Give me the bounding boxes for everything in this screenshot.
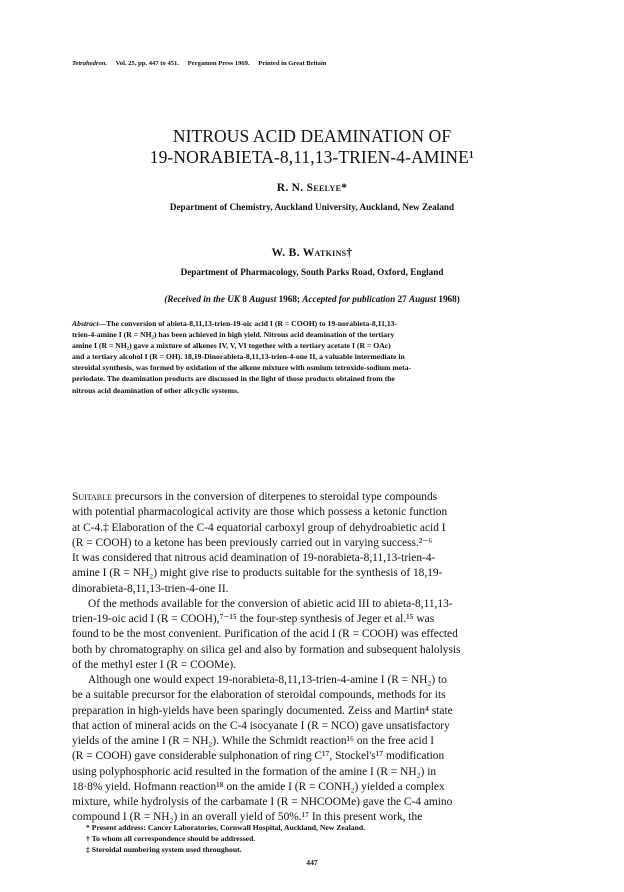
received-month: August — [249, 294, 277, 304]
page-number: 447 — [306, 858, 318, 867]
body-line: trien-19-oic acid I (R = COOH),⁷⁻¹⁵ the four-step synthesis of Jeger et al.¹⁵ was — [72, 613, 435, 625]
abstract-line: trien-4-amine I (R = NH₂) has been achieved in high yield. Nitrous acid deamination of the tertiary — [72, 330, 395, 340]
abstract-label: Abstract — [72, 319, 99, 328]
journal-header — [72, 60, 326, 67]
body-line — [72, 490, 552, 505]
body-line: yields of the amine I (R = NH₂). While the Schmidt reaction¹⁶ on the free acid I — [72, 735, 435, 747]
abstract-line: nitrous acid deamination of other alicyclic systems. — [72, 385, 239, 395]
journal-printed: Printed in Great Britain — [258, 60, 327, 67]
received-dates — [0, 294, 624, 304]
body-line: 18·8% yield. Hofmann reaction¹⁸ on the amide I (R = CONH₂) yielded a complex — [72, 780, 445, 793]
paper-title — [0, 126, 624, 168]
body-line: amine I (R = NH₂) might give rise to products suitable for the synthesis of 18,19- — [72, 567, 443, 580]
lead-word: Suitable — [72, 491, 112, 503]
body-line: both by chromatography on silica gel and also by formation and subsequent halolysis — [72, 643, 461, 656]
title-line-2: 19-NORABIETA-8,11,13-TRIEN-4-AMINE¹ — [149, 147, 475, 167]
body-line: Of the methods available for the conversion of abietic acid III to abieta-8,11,13- — [88, 597, 453, 610]
abstract-text: —The conversion of abieta-8,11,13-trien-19-oic acid I (R = COOH) to 19-norabieta-8,11,13- — [98, 319, 398, 328]
body-line: using polyphosphoric acid resulted in the formation of the amine I (R = NH₂) in — [72, 765, 437, 778]
accepted-day: 27 — [395, 294, 409, 304]
body-line: compound I (R = NH₂) in an overall yield of 50%.¹⁷ In this present work, the — [72, 811, 423, 824]
footnote: * Present address: Cancer Laboratories, Cornwall Hospital, Auckland, New Zealand. — [86, 823, 366, 832]
body-line: be a suitable precursor for the elaboration of steroidal compounds, methods for its — [72, 689, 446, 702]
body-line: dinorabieta-8,11,13-trien-4-one II. — [72, 582, 229, 595]
journal-volume: Vol. 25, pp. 447 to 451. — [115, 60, 179, 67]
body-line: Although one would expect 19-norabieta-8,11,13-trien-4-amine I (R = NH₂) to — [88, 674, 447, 686]
abstract-line: periodate. The deamination products are discussed in the light of those products obtained from the — [72, 374, 395, 384]
accepted-month: August — [408, 294, 437, 304]
body-line: at C-4.‡ Elaboration of the C-4 equatorial carboxyl group of dehydroabietic acid I — [72, 521, 446, 534]
journal-publisher: Pergamon Press 1969. — [187, 60, 250, 67]
body-line: mixture, while hydrolysis of the carbamate I (R = NHCOOMe) gave the C-4 amino — [72, 796, 453, 808]
body-line: that action of mineral acids on the C-4 isocyanate I (R = NCO) gave unsatisfactory — [72, 719, 450, 732]
body-line: with potential pharmacological activity are those which possess a ketonic function — [72, 506, 448, 519]
footnote: ‡ Steroidal numbering system used throughout. — [86, 845, 242, 854]
body-text-span: precursors in the conversion of diterpenes to steroidal type compounds — [111, 491, 438, 503]
author-1-name: R. N. Seelye* — [276, 182, 348, 194]
abstract-line: amine I (R = NH₂) gave a mixture of alkenes IV, V, VI together with a tertiary acetate I (R = OAc) — [72, 341, 391, 351]
body-text — [72, 490, 552, 826]
abstract-line: steroidal synthesis, was formed by oxidation of the alkene mixture with osmium tetroxide-sodium meta- — [72, 363, 412, 373]
footnotes — [86, 822, 365, 855]
body-line: (R = COOH) to a ketone has been previously carried out in varying success.²⁻⁶ — [72, 536, 433, 549]
body-line: found to be the most convenient. Purification of the acid I (R = COOH) was effected — [72, 628, 458, 641]
journal-name: Tetrahedron. — [72, 60, 108, 67]
received-year: 1968; — [276, 294, 303, 304]
abstract-line — [72, 318, 552, 329]
author-2-name: W. B. Watkins† — [271, 247, 353, 259]
body-line: (R = COOH) gave considerable sulphonation of ring C¹⁷, Stockel's¹⁷ modification — [72, 750, 445, 763]
title-line-1: NITROUS ACID DEAMINATION OF — [172, 126, 452, 146]
abstract-line: and a tertiary alcohol I (R = OH). 18,19-Dinorabieta-8,11,13-trien-4-one II, a valuable intermediate in — [72, 352, 405, 362]
body-line: of the methyl ester I (R = COOMe). — [72, 658, 236, 671]
body-line: It was considered that nitrous acid deamination of 19-norabieta-8,11,13-trien-4- — [72, 552, 436, 564]
abstract — [72, 318, 552, 396]
body-line: preparation in high-yields have been sparingly documented. Zeiss and Martin⁴ state — [72, 704, 453, 717]
received-day: 8 — [240, 294, 250, 304]
received-label: (Received in the UK — [164, 294, 240, 304]
author-1-affiliation: Department of Chemistry, Auckland University, Auckland, New Zealand — [169, 202, 455, 212]
author-2-affiliation: Department of Pharmacology, South Parks Road, Oxford, England — [180, 267, 444, 277]
footnote: † To whom all correspondence should be addressed. — [86, 834, 256, 843]
accepted-year: 1968) — [436, 294, 460, 304]
accepted-label: Accepted for publication — [302, 294, 396, 304]
